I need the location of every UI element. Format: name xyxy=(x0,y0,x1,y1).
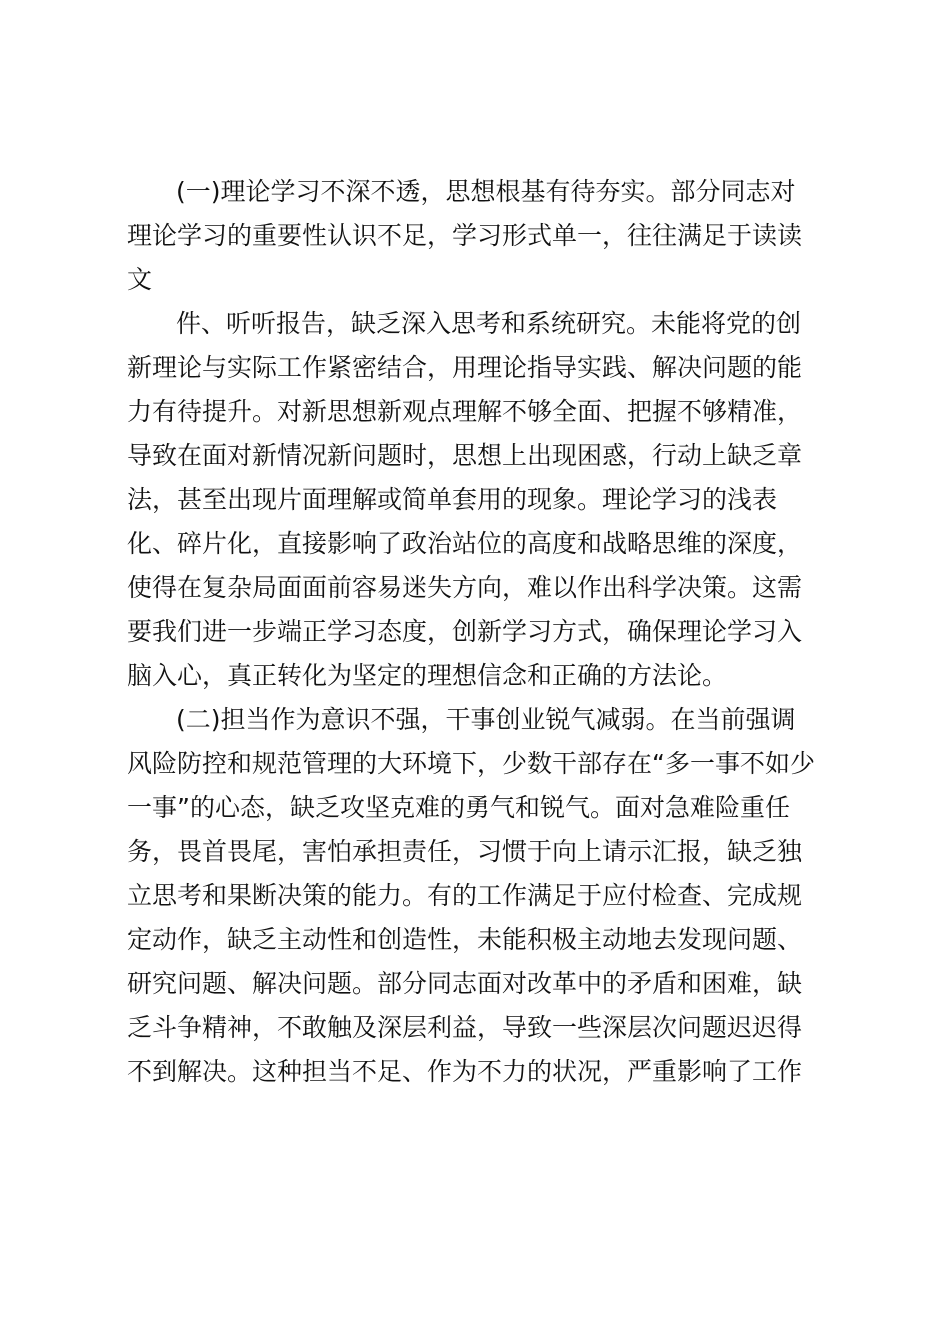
text-line: 乏斗争精神，不敢触及深层利益，导致一些深层次问题迟迟得 xyxy=(127,1013,803,1042)
text-line: 风险防控和规范管理的大环境下，少数干部存在“多一事不如少 xyxy=(127,749,815,778)
text-line: 理论学习的重要性认识不足，学习形式单一，往往满足于读读 xyxy=(127,221,803,250)
text-line: 不到解决。这种担当不足、作为不力的状况，严重影响了工作 xyxy=(127,1057,803,1086)
text-line: 件、听听报告，缺乏深入思考和系统研究。未能将党的创 xyxy=(176,309,802,338)
text-line: 定动作，缺乏主动性和创造性，未能积极主动地去发现问题、 xyxy=(127,925,803,954)
text-line: 脑入心，真正转化为坚定的理想信念和正确的方法论。 xyxy=(127,661,728,690)
text-line: 研究问题、解决问题。部分同志面对改革中的矛盾和困难，缺 xyxy=(127,969,803,998)
text-line: 使得在复杂局面面前容易迷失方向，难以作出科学决策。这需 xyxy=(127,573,803,602)
text-line: 立思考和果断决策的能力。有的工作满足于应付检查、完成规 xyxy=(127,881,803,910)
text-line: 要我们进一步端正学习态度，创新学习方式，确保理论学习入 xyxy=(127,617,803,646)
text-line: 力有待提升。对新思想新观点理解不够全面、把握不够精准， xyxy=(127,397,803,426)
text-line: 导致在面对新情况新问题时，思想上出现困惑，行动上缺乏章 xyxy=(127,441,803,470)
text-line: 法，甚至出现片面理解或简单套用的现象。理论学习的浅表 xyxy=(127,485,778,514)
text-line: 化、碎片化，直接影响了政治站位的高度和战略思维的深度， xyxy=(127,529,803,558)
text-line: 新理论与实际工作紧密结合，用理论指导实践、解决问题的能 xyxy=(127,353,803,382)
text-line: (一)理论学习不深不透，思想根基有待夯实。部分同志对 xyxy=(176,177,796,206)
text-line: (二)担当作为意识不强，干事创业锐气减弱。在当前强调 xyxy=(176,705,796,734)
text-line: 一事”的心态，缺乏攻坚克难的勇气和锐气。面对急难险重任 xyxy=(127,793,790,822)
text-line: 务，畏首畏尾，害怕承担责任，习惯于向上请示汇报，缺乏独 xyxy=(127,837,803,866)
text-line: 文 xyxy=(127,265,153,294)
